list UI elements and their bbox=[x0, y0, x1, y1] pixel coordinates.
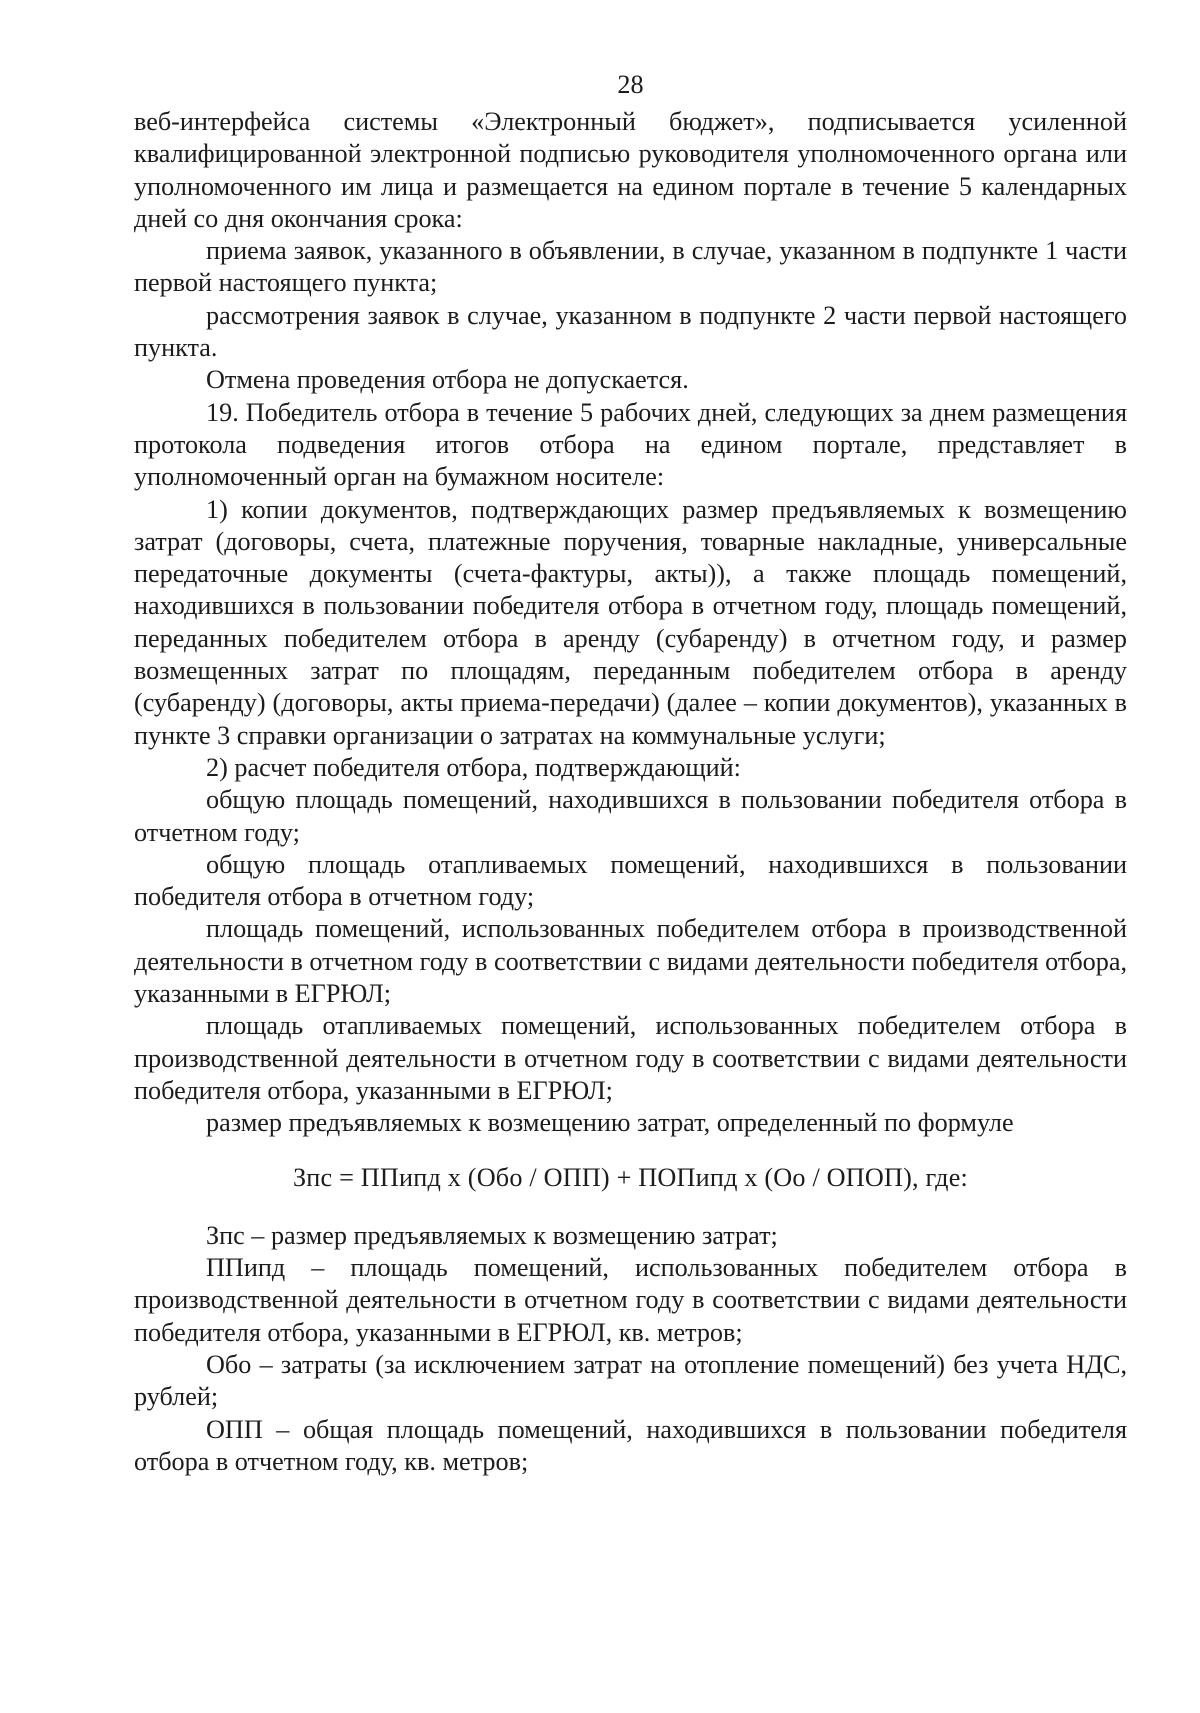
paragraph-8: общую площадь помещений, находившихся в пользовании победителя отбора в отчетном году; bbox=[134, 785, 1127, 847]
formula: Зпс = ППипд х (Обо / ОПП) + ПОПипд х (Оо / ОПОП), где: bbox=[292, 1162, 968, 1192]
paragraph-4: Отмена проведения отбора не допускается. bbox=[206, 365, 689, 395]
paragraph-11: площадь отапливаемых помещений, использованных победителем отбора в производственной деятельности в отчетном году в соответствии с видами деятельности победителя отбора, указанными в ЕГРЮЛ; bbox=[134, 1011, 1127, 1105]
paragraph-12: размер предъявляемых к возмещению затрат, определенный по формуле bbox=[206, 1108, 1014, 1138]
definition-zps: Зпс – размер предъявляемых к возмещению затрат; bbox=[206, 1220, 778, 1250]
paragraph-1: веб-интерфейса системы «Электронный бюджет», подписывается усиленной квалифицированной электронной подписью руководителя уполномоченного органа или уполномоченного им лица и размещается на едином портале в течение 5 календарных дней со дня окончания срока: bbox=[134, 107, 1127, 233]
paragraph-2: приема заявок, указанного в объявлении, в случае, указанном в подпункте 1 части первой настоящего пункта; bbox=[134, 236, 1127, 298]
paragraph-3: рассмотрения заявок в случае, указанном в подпункте 2 части первой настоящего пункта. bbox=[134, 300, 1127, 363]
definition-opp: ОПП – общая площадь помещений, находившихся в пользовании победителя отбора в отчетном году, кв. метров; bbox=[134, 1414, 1127, 1476]
document-page bbox=[134, 68, 1127, 1478]
paragraph-9: общую площадь отапливаемых помещений, находившихся в пользовании победителя отбора в отчетном году; bbox=[134, 849, 1127, 912]
definition-ppipd: ППипд – площадь помещений, использованных победителем отбора в производственной деятельности в отчетном году в соответствии с видами деятельности победителя отбора, указанными в ЕГРЮЛ, кв. метров; bbox=[134, 1253, 1127, 1347]
page-number: 28 bbox=[617, 70, 644, 99]
definition-obo: Обо – затраты (за исключением затрат на отопление помещений) без учета НДС, рублей; bbox=[134, 1349, 1127, 1412]
paragraph-5-item-19: 19. Победитель отбора в течение 5 рабочих дней, следующих за днем размещения протокола подведения итогов отбора на едином портале, представляет в уполномоченный орган на бумажном носителе: bbox=[134, 397, 1127, 492]
paragraph-7-subitem-2: 2) расчет победителя отбора, подтверждающий: bbox=[206, 752, 741, 782]
paragraph-10: площадь помещений, использованных победителем отбора в производственной деятельности в отчетном году в соответствии с видами деятельности победителя отбора, указанными в ЕГРЮЛ; bbox=[134, 914, 1127, 1009]
paragraph-6-subitem-1: 1) копии документов, подтверждающих размер предъявляемых к возмещению затрат (договоры, счета, платежные поручения, товарные накладные, универсальные передаточные документы (счета-фактуры, акты)), а также площадь помещений, находившихся в пользовании победителя отбора в отчетном году, площадь помещений, переданных победителем отбора в аренду (субаренду) в отчетном году, и размер возмещенных затрат по площадям, переданным победителем отбора в аренду (субаренду) (договоры, акты приема-передачи) (далее – копии документов), указанных в пункте 3 справки организации о затратах на коммунальные услуги; bbox=[134, 494, 1127, 750]
